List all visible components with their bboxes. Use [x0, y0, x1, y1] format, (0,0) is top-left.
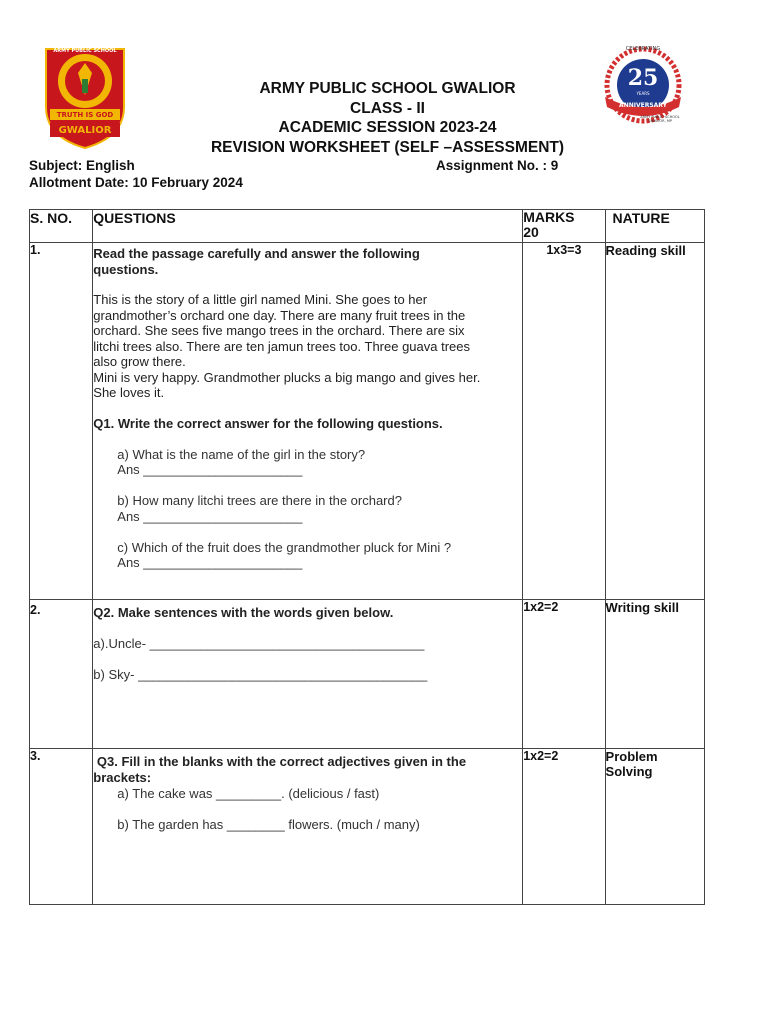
crest-top-text: ARMY PUBLIC SCHOOL	[53, 48, 117, 54]
q1c-answer-line: Ans ______________________	[117, 555, 303, 570]
q1-item-c	[117, 540, 522, 572]
worksheet-header	[150, 79, 625, 157]
crest-motto: TRUTH IS GOD	[56, 111, 114, 119]
class-name: CLASS - II	[350, 99, 425, 117]
passage-line: This is the story of a little girl named Mini. She goes to her	[93, 292, 428, 307]
header-marks-label: MARKS	[523, 209, 575, 225]
academic-session: ACADEMIC SESSION 2023-24	[278, 119, 497, 136]
row2-nature: Writing skill	[605, 600, 704, 749]
q3-prompt: Q3. Fill in the blanks with the correct adjectives given in the brackets:	[93, 754, 470, 785]
row3-nature	[605, 749, 704, 905]
row2-marks: 1x2=2	[523, 600, 605, 749]
passage-line: grandmother’s orchard one day. There are many fruit trees in the	[93, 307, 466, 323]
q1-prompt: Q1. Write the correct answer for the following questions.	[93, 415, 443, 431]
questions-table	[29, 209, 705, 905]
row3-marks: 1x2=2	[523, 749, 605, 905]
anniversary-years: YEARS	[636, 91, 650, 96]
row3-question-cell	[93, 749, 523, 905]
q3-item-a: a) The cake was _________. (delicious / fast)	[117, 786, 380, 801]
allotment-date: Allotment Date: 10 February 2024	[29, 175, 243, 190]
header-marks-total: 20	[523, 224, 539, 240]
table-header-row	[30, 210, 705, 243]
row3-nature-line1: Problem	[605, 749, 658, 764]
row1-nature: Reading skill	[605, 243, 704, 600]
passage-line: litchi trees also. There are ten jamun trees too. Three guava trees	[93, 338, 471, 354]
table-row	[30, 243, 705, 600]
table-row	[30, 749, 705, 905]
header-nature: NATURE	[605, 210, 704, 243]
row1-sno: 1.	[30, 243, 93, 600]
row2-question-cell	[93, 600, 523, 749]
row3-sno: 3.	[30, 749, 93, 905]
q1-item-b	[117, 493, 522, 525]
passage-line: also grow there.	[93, 354, 186, 369]
anniversary-number: 25	[627, 65, 659, 91]
row1-marks: 1x3=3	[523, 243, 605, 600]
row1-instruction: Read the passage carefully and answer the following questions.	[93, 246, 420, 277]
q1-item-a	[117, 447, 522, 479]
q1c-question: c) Which of the fruit does the grandmother pluck for Mini ?	[117, 539, 452, 555]
header-marks	[523, 210, 605, 243]
q2-prompt: Q2. Make sentences with the words given below.	[93, 605, 394, 620]
reading-passage	[93, 292, 522, 401]
row3-nature-line2: Solving	[605, 764, 653, 779]
q1a-question: a) What is the name of the girl in the story?	[117, 446, 366, 462]
school-crest-texts	[38, 45, 132, 150]
passage-line: Mini is very happy. Grandmother plucks a big mango and gives her.	[93, 369, 481, 385]
q1b-question: b) How many litchi trees are there in the orchard?	[117, 493, 402, 508]
q3-item-b: b) The garden has ________ flowers. (much / many)	[117, 817, 420, 832]
table-row	[30, 600, 705, 749]
anniversary-band: ANNIVERSARY	[619, 102, 667, 109]
passage-line: orchard. She sees five mango trees in the orchard. There are six	[93, 323, 465, 338]
worksheet-title: REVISION WORKSHEET (SELF –ASSESSMENT)	[210, 138, 565, 156]
assignment-number: Assignment No. : 9	[436, 158, 559, 173]
q1b-answer-line: Ans ______________________	[117, 508, 303, 524]
anniversary-celebrating: CELEBRATING	[625, 46, 661, 52]
anniversary-sub: ARMY PUBLIC SCHOOL GWALIOR, MP	[640, 115, 680, 123]
row1-question-cell	[93, 243, 523, 600]
header-sno: S. NO.	[30, 210, 93, 243]
subject-line: Subject: English	[29, 158, 135, 173]
crest-city: GWALIOR	[58, 125, 112, 136]
q2-item-b: b) Sky- ________________________________________	[93, 667, 428, 682]
q2-item-a: a).Uncle- ______________________________________	[93, 636, 425, 651]
header-questions: QUESTIONS	[93, 210, 523, 243]
passage-line: She loves it.	[93, 385, 165, 400]
school-name: ARMY PUBLIC SCHOOL GWALIOR	[259, 80, 516, 97]
q1a-answer-line: Ans ______________________	[117, 462, 303, 477]
row2-sno: 2.	[30, 600, 93, 749]
